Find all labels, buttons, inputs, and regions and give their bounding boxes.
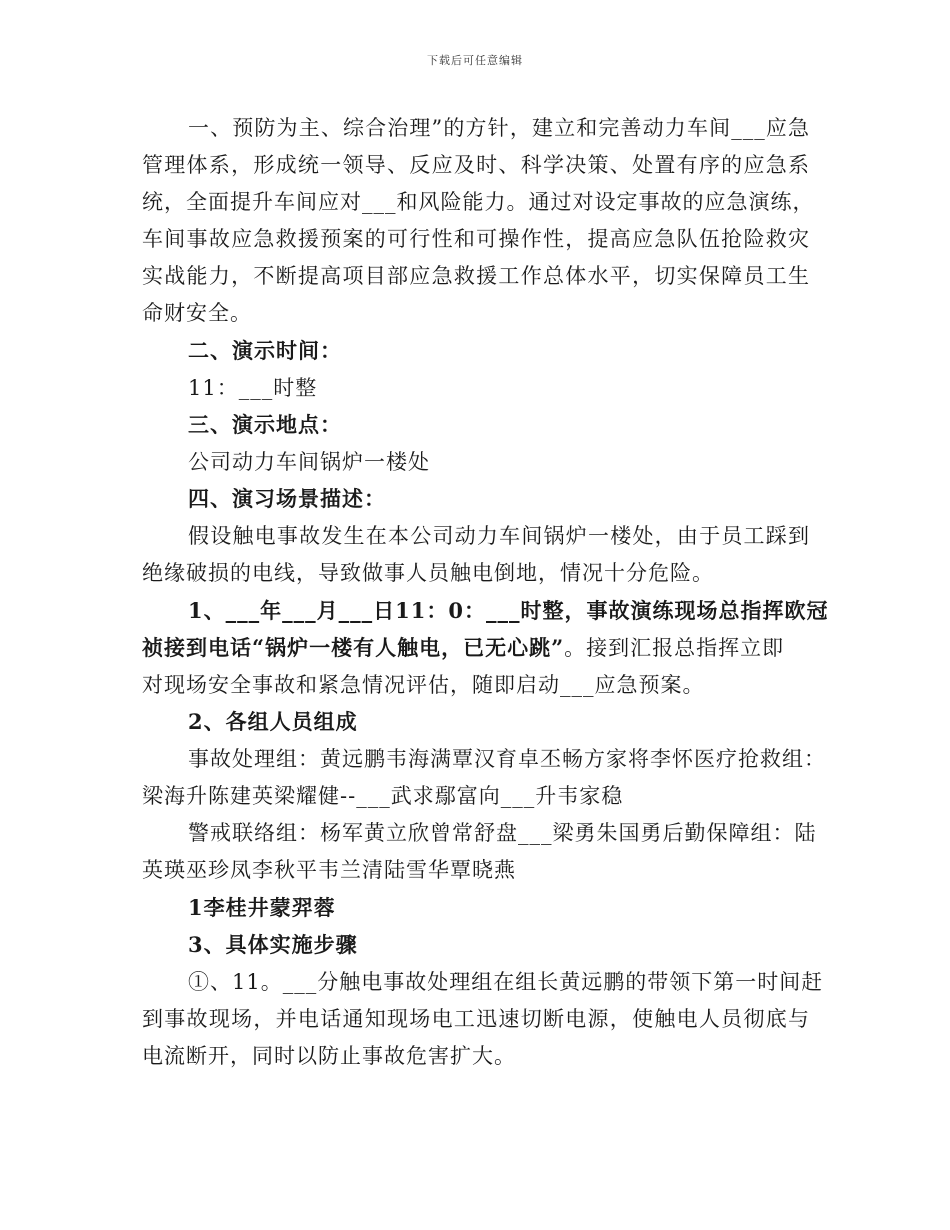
item1-quote: 祯接到电话“锅炉一楼有人触电，已无心跳” — [142, 635, 565, 660]
section3-value: 公司动力车间锅炉一楼处 — [188, 450, 430, 474]
para1-line-1: 一、预防为主、综合治理”的方针，建立和完善动力车间___应急 — [188, 116, 810, 140]
section2-heading: 二、演示时间： — [188, 338, 342, 363]
item1-line-2 — [142, 634, 784, 662]
para1-line-2: 管理体系，形成统一领导、反应及时、科学决策、处置有序的应急系 — [142, 153, 810, 177]
section4-desc-line-1: 假设触电事故发生在本公司动力车间锅炉一楼处，由于员工踩到 — [188, 524, 810, 548]
item3-line-3: 电流断开，同时以防止事故危害扩大。 — [142, 1044, 516, 1068]
page-header: 下载后可任意编辑 — [427, 54, 523, 67]
item2-heading: 2、各组人员组成 — [188, 709, 358, 734]
para1-line-5: 实战能力，不断提高项目部应急救援工作总体水平，切实保障员工生 — [142, 264, 810, 288]
extra-line: 1李桂井蒙羿蓉 — [188, 895, 336, 920]
item1-rest: 。接到汇报总指挥立即 — [564, 636, 785, 660]
item1-line-3: 对现场安全事故和紧急情况评估，随即启动___应急预案。 — [142, 673, 705, 697]
section2-value: 11：___时整 — [188, 376, 318, 400]
item2-line-1: 事故处理组：黄远鹏韦海满覃汉育卓丕畅方家将李怀医疗抢救组： — [188, 747, 826, 771]
item3-line-2: 到事故现场，并电话通知现场电工迅速切断电源，使触电人员彻底与 — [142, 1007, 810, 1031]
item3-line-1: ①、11。___分触电事故处理组在组长黄远鹏的带领下第一时间赶 — [188, 970, 824, 994]
para1-line-4: 车间事故应急救援预案的可行性和可操作性，提高应急队伍抢险救灾 — [142, 227, 810, 251]
section3-heading: 三、演示地点： — [188, 412, 342, 437]
section4-heading: 四、演习场景描述： — [188, 486, 386, 511]
para1-line-6: 命财安全。 — [142, 301, 252, 325]
item3-heading: 3、具体实施步骤 — [188, 932, 358, 957]
item2-line-3: 警戒联络组：杨军黄立欣曾常舒盘___梁勇朱国勇后勤保障组：陆 — [188, 821, 817, 845]
item1-line-1: 1、___年___月___日11：0：___时整，事故演练现场总指挥欧冠 — [188, 598, 829, 623]
item2-line-4: 英瑛巫珍凤李秋平韦兰清陆雪华覃晓燕 — [142, 858, 516, 882]
item2-line-2: 梁海升陈建英梁耀健--___武求鄢富向___升韦家稳 — [142, 784, 624, 808]
section4-desc-line-2: 绝缘破损的电线，导致做事人员触电倒地，情况十分危险。 — [142, 561, 714, 585]
para1-line-3: 统，全面提升车间应对___和风险能力。通过对设定事故的应急演练， — [142, 190, 815, 214]
